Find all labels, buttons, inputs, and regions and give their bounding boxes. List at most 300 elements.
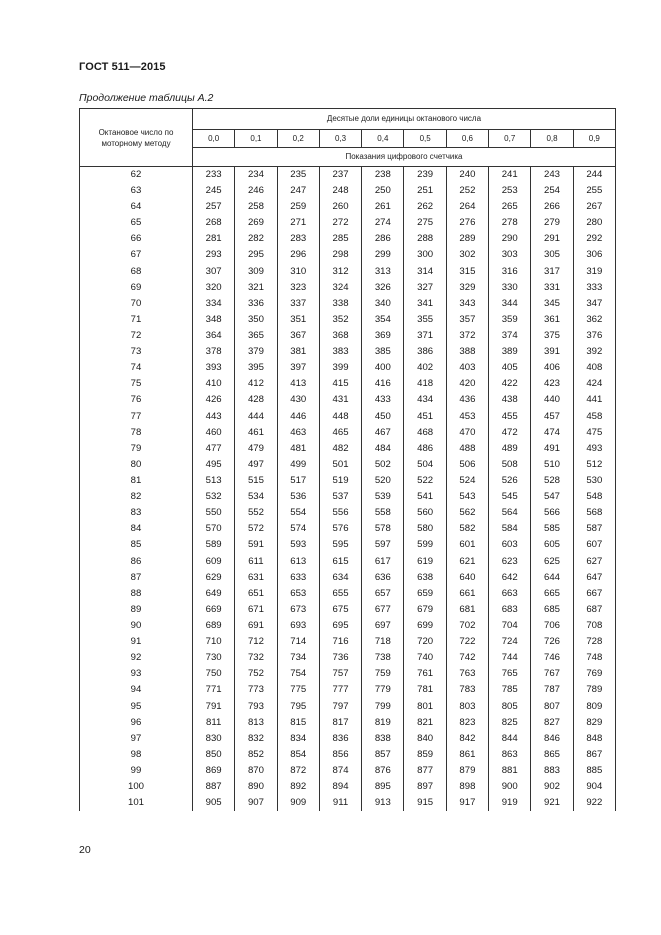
group-header-cell: Десятые доли единицы октанового числа <box>193 109 616 130</box>
counter-value-cell: 834 <box>277 731 319 747</box>
counter-value-cell: 582 <box>446 521 488 537</box>
counter-value-cell: 829 <box>573 715 615 731</box>
counter-value-cell: 771 <box>193 682 235 698</box>
counter-value-cell: 239 <box>404 167 446 184</box>
counter-value-cell: 671 <box>235 602 277 618</box>
counter-value-cell: 695 <box>319 618 361 634</box>
counter-value-cell: 566 <box>531 505 573 521</box>
counter-value-cell: 467 <box>362 425 404 441</box>
counter-value-cell: 730 <box>193 650 235 666</box>
counter-value-cell: 365 <box>235 328 277 344</box>
counter-value-cell: 570 <box>193 521 235 537</box>
counter-value-cell: 842 <box>446 731 488 747</box>
counter-value-cell: 383 <box>319 344 361 360</box>
counter-value-cell: 627 <box>573 554 615 570</box>
counter-value-cell: 919 <box>489 795 531 811</box>
counter-value-cell: 495 <box>193 457 235 473</box>
counter-value-cell: 599 <box>404 537 446 553</box>
counter-value-cell: 591 <box>235 537 277 553</box>
counter-value-cell: 789 <box>573 682 615 698</box>
counter-value-cell: 504 <box>404 457 446 473</box>
counter-value-cell: 885 <box>573 763 615 779</box>
counter-value-cell: 386 <box>404 344 446 360</box>
counter-value-cell: 605 <box>531 537 573 553</box>
counter-value-cell: 913 <box>362 795 404 811</box>
counter-value-cell: 921 <box>531 795 573 811</box>
counter-value-cell: 248 <box>319 183 361 199</box>
table-row <box>80 489 616 505</box>
counter-value-cell: 438 <box>489 392 531 408</box>
octane-number-cell: 93 <box>80 666 193 682</box>
counter-value-cell: 907 <box>235 795 277 811</box>
counter-value-cell: 677 <box>362 602 404 618</box>
counter-value-cell: 543 <box>446 489 488 505</box>
counter-value-cell: 617 <box>362 554 404 570</box>
counter-value-cell: 752 <box>235 666 277 682</box>
counter-value-cell: 827 <box>531 715 573 731</box>
counter-value-cell: 265 <box>489 199 531 215</box>
counter-value-cell: 685 <box>531 602 573 618</box>
counter-value-cell: 282 <box>235 231 277 247</box>
counter-value-cell: 453 <box>446 409 488 425</box>
counter-value-cell: 897 <box>404 779 446 795</box>
counter-value-cell: 904 <box>573 779 615 795</box>
counter-value-cell: 811 <box>193 715 235 731</box>
counter-value-cell: 258 <box>235 199 277 215</box>
table-row <box>80 682 616 698</box>
counter-value-cell: 679 <box>404 602 446 618</box>
counter-value-cell: 254 <box>531 183 573 199</box>
counter-value-cell: 288 <box>404 231 446 247</box>
counter-value-cell: 876 <box>362 763 404 779</box>
counter-value-cell: 644 <box>531 570 573 586</box>
counter-value-cell: 898 <box>446 779 488 795</box>
counter-value-cell: 233 <box>193 167 235 184</box>
octane-number-cell: 77 <box>80 409 193 425</box>
octane-number-cell: 97 <box>80 731 193 747</box>
counter-value-cell: 909 <box>277 795 319 811</box>
counter-value-cell: 532 <box>193 489 235 505</box>
table-caption: Продолжение таблицы А.2 <box>79 92 214 104</box>
counter-value-cell: 312 <box>319 264 361 280</box>
counter-value-cell: 316 <box>489 264 531 280</box>
counter-value-cell: 416 <box>362 376 404 392</box>
counter-value-cell: 552 <box>235 505 277 521</box>
counter-value-cell: 539 <box>362 489 404 505</box>
counter-value-cell: 253 <box>489 183 531 199</box>
counter-value-cell: 379 <box>235 344 277 360</box>
counter-value-cell: 861 <box>446 747 488 763</box>
counter-value-cell: 881 <box>489 763 531 779</box>
counter-value-cell: 905 <box>193 795 235 811</box>
table-body <box>80 167 616 812</box>
counter-value-cell: 326 <box>362 280 404 296</box>
counter-value-cell: 327 <box>404 280 446 296</box>
table-row <box>80 376 616 392</box>
counter-value-cell: 392 <box>573 344 615 360</box>
counter-value-cell: 337 <box>277 296 319 312</box>
counter-value-cell: 331 <box>531 280 573 296</box>
table-row <box>80 231 616 247</box>
counter-value-cell: 347 <box>573 296 615 312</box>
counter-value-cell: 497 <box>235 457 277 473</box>
octane-number-cell: 79 <box>80 441 193 457</box>
counter-value-cell: 902 <box>531 779 573 795</box>
counter-value-cell: 296 <box>277 247 319 263</box>
table-row <box>80 296 616 312</box>
counter-value-cell: 470 <box>446 425 488 441</box>
counter-value-cell: 797 <box>319 699 361 715</box>
counter-value-cell: 340 <box>362 296 404 312</box>
counter-value-cell: 430 <box>277 392 319 408</box>
octane-number-cell: 62 <box>80 167 193 184</box>
counter-value-cell: 293 <box>193 247 235 263</box>
table-row <box>80 747 616 763</box>
counter-value-cell: 472 <box>489 425 531 441</box>
counter-value-cell: 697 <box>362 618 404 634</box>
counter-value-cell: 647 <box>573 570 615 586</box>
counter-value-cell: 261 <box>362 199 404 215</box>
counter-value-cell: 381 <box>277 344 319 360</box>
sub-header-cell: Показания цифрового счетчика <box>193 148 616 167</box>
counter-value-cell: 634 <box>319 570 361 586</box>
counter-value-cell: 597 <box>362 537 404 553</box>
counter-value-cell: 787 <box>531 682 573 698</box>
counter-value-cell: 548 <box>573 489 615 505</box>
counter-value-cell: 234 <box>235 167 277 184</box>
counter-value-cell: 367 <box>277 328 319 344</box>
counter-value-cell: 825 <box>489 715 531 731</box>
counter-value-cell: 554 <box>277 505 319 521</box>
counter-value-cell: 534 <box>235 489 277 505</box>
counter-value-cell: 310 <box>277 264 319 280</box>
counter-value-cell: 488 <box>446 441 488 457</box>
counter-value-cell: 560 <box>404 505 446 521</box>
counter-value-cell: 773 <box>235 682 277 698</box>
counter-value-cell: 484 <box>362 441 404 457</box>
counter-value-cell: 537 <box>319 489 361 505</box>
octane-number-cell: 71 <box>80 312 193 328</box>
counter-value-cell: 491 <box>531 441 573 457</box>
counter-value-cell: 653 <box>277 586 319 602</box>
counter-value-cell: 506 <box>446 457 488 473</box>
counter-value-cell: 321 <box>235 280 277 296</box>
counter-value-cell: 702 <box>446 618 488 634</box>
counter-value-cell: 489 <box>489 441 531 457</box>
counter-value-cell: 519 <box>319 473 361 489</box>
counter-value-cell: 609 <box>193 554 235 570</box>
counter-value-cell: 631 <box>235 570 277 586</box>
counter-value-cell: 397 <box>277 360 319 376</box>
table-row <box>80 779 616 795</box>
table-row <box>80 425 616 441</box>
counter-value-cell: 477 <box>193 441 235 457</box>
counter-value-cell: 895 <box>362 779 404 795</box>
counter-value-cell: 846 <box>531 731 573 747</box>
counter-value-cell: 410 <box>193 376 235 392</box>
counter-value-cell: 461 <box>235 425 277 441</box>
counter-value-cell: 244 <box>573 167 615 184</box>
octane-number-cell: 83 <box>80 505 193 521</box>
counter-value-cell: 726 <box>531 634 573 650</box>
counter-value-cell: 633 <box>277 570 319 586</box>
counter-value-cell: 718 <box>362 634 404 650</box>
counter-value-cell: 728 <box>573 634 615 650</box>
counter-value-cell: 661 <box>446 586 488 602</box>
counter-value-cell: 673 <box>277 602 319 618</box>
counter-value-cell: 278 <box>489 215 531 231</box>
octane-number-cell: 76 <box>80 392 193 408</box>
counter-value-cell: 874 <box>319 763 361 779</box>
counter-value-cell: 443 <box>193 409 235 425</box>
counter-value-cell: 267 <box>573 199 615 215</box>
octane-number-cell: 63 <box>80 183 193 199</box>
octane-number-cell: 95 <box>80 699 193 715</box>
counter-value-cell: 412 <box>235 376 277 392</box>
octane-number-cell: 65 <box>80 215 193 231</box>
octane-number-cell: 70 <box>80 296 193 312</box>
counter-value-cell: 574 <box>277 521 319 537</box>
counter-value-cell: 867 <box>573 747 615 763</box>
octane-number-cell: 99 <box>80 763 193 779</box>
counter-value-cell: 915 <box>404 795 446 811</box>
counter-value-cell: 763 <box>446 666 488 682</box>
counter-value-cell: 355 <box>404 312 446 328</box>
counter-value-cell: 247 <box>277 183 319 199</box>
counter-value-cell: 580 <box>404 521 446 537</box>
counter-value-cell: 448 <box>319 409 361 425</box>
counter-value-cell: 607 <box>573 537 615 553</box>
table-row <box>80 602 616 618</box>
counter-value-cell: 716 <box>319 634 361 650</box>
counter-value-cell: 251 <box>404 183 446 199</box>
counter-value-cell: 441 <box>573 392 615 408</box>
counter-value-cell: 271 <box>277 215 319 231</box>
counter-value-cell: 823 <box>446 715 488 731</box>
column-header: 0,4 <box>362 130 404 148</box>
counter-value-cell: 732 <box>235 650 277 666</box>
counter-value-cell: 341 <box>404 296 446 312</box>
counter-value-cell: 408 <box>573 360 615 376</box>
column-header: 0,8 <box>531 130 573 148</box>
counter-value-cell: 791 <box>193 699 235 715</box>
counter-value-cell: 351 <box>277 312 319 328</box>
counter-value-cell: 550 <box>193 505 235 521</box>
counter-value-cell: 852 <box>235 747 277 763</box>
counter-value-cell: 424 <box>573 376 615 392</box>
counter-value-cell: 415 <box>319 376 361 392</box>
row-header-cell: Октановое число по моторному методу <box>80 109 193 167</box>
counter-value-cell: 362 <box>573 312 615 328</box>
counter-value-cell: 848 <box>573 731 615 747</box>
column-header: 0,2 <box>277 130 319 148</box>
counter-value-cell: 502 <box>362 457 404 473</box>
octane-number-cell: 87 <box>80 570 193 586</box>
counter-value-cell: 262 <box>404 199 446 215</box>
counter-value-cell: 767 <box>531 666 573 682</box>
counter-value-cell: 754 <box>277 666 319 682</box>
counter-value-cell: 313 <box>362 264 404 280</box>
counter-value-cell: 252 <box>446 183 488 199</box>
table-row <box>80 328 616 344</box>
table-row <box>80 199 616 215</box>
counter-value-cell: 486 <box>404 441 446 457</box>
counter-value-cell: 241 <box>489 167 531 184</box>
counter-value-cell: 479 <box>235 441 277 457</box>
counter-value-cell: 513 <box>193 473 235 489</box>
counter-value-cell: 257 <box>193 199 235 215</box>
counter-value-cell: 813 <box>235 715 277 731</box>
counter-value-cell: 547 <box>531 489 573 505</box>
counter-value-cell: 576 <box>319 521 361 537</box>
counter-value-cell: 433 <box>362 392 404 408</box>
counter-value-cell: 302 <box>446 247 488 263</box>
table-row <box>80 699 616 715</box>
counter-value-cell: 280 <box>573 215 615 231</box>
counter-value-cell: 364 <box>193 328 235 344</box>
counter-value-cell: 863 <box>489 747 531 763</box>
table-row <box>80 505 616 521</box>
counter-value-cell: 785 <box>489 682 531 698</box>
counter-value-cell: 348 <box>193 312 235 328</box>
octane-number-cell: 98 <box>80 747 193 763</box>
counter-value-cell: 689 <box>193 618 235 634</box>
counter-value-cell: 911 <box>319 795 361 811</box>
counter-value-cell: 420 <box>446 376 488 392</box>
counter-value-cell: 746 <box>531 650 573 666</box>
counter-value-cell: 740 <box>404 650 446 666</box>
counter-value-cell: 451 <box>404 409 446 425</box>
table-row <box>80 473 616 489</box>
counter-value-cell: 613 <box>277 554 319 570</box>
counter-value-cell: 585 <box>531 521 573 537</box>
counter-value-cell: 783 <box>446 682 488 698</box>
table-row <box>80 634 616 650</box>
table-row <box>80 215 616 231</box>
counter-value-cell: 836 <box>319 731 361 747</box>
counter-value-cell: 584 <box>489 521 531 537</box>
counter-value-cell: 458 <box>573 409 615 425</box>
counter-value-cell: 636 <box>362 570 404 586</box>
octane-number-cell: 92 <box>80 650 193 666</box>
octane-table <box>79 108 616 811</box>
counter-value-cell: 426 <box>193 392 235 408</box>
counter-value-cell: 681 <box>446 602 488 618</box>
counter-value-cell: 595 <box>319 537 361 553</box>
counter-value-cell: 354 <box>362 312 404 328</box>
counter-value-cell: 399 <box>319 360 361 376</box>
counter-value-cell: 736 <box>319 650 361 666</box>
counter-value-cell: 738 <box>362 650 404 666</box>
counter-value-cell: 777 <box>319 682 361 698</box>
counter-value-cell: 629 <box>193 570 235 586</box>
counter-value-cell: 669 <box>193 602 235 618</box>
counter-value-cell: 238 <box>362 167 404 184</box>
counter-value-cell: 298 <box>319 247 361 263</box>
counter-value-cell: 757 <box>319 666 361 682</box>
table-row <box>80 731 616 747</box>
counter-value-cell: 572 <box>235 521 277 537</box>
counter-value-cell: 857 <box>362 747 404 763</box>
table-row <box>80 537 616 553</box>
counter-value-cell: 879 <box>446 763 488 779</box>
counter-value-cell: 720 <box>404 634 446 650</box>
counter-value-cell: 475 <box>573 425 615 441</box>
column-header: 0,7 <box>489 130 531 148</box>
counter-value-cell: 587 <box>573 521 615 537</box>
counter-value-cell: 706 <box>531 618 573 634</box>
counter-value-cell: 564 <box>489 505 531 521</box>
counter-value-cell: 710 <box>193 634 235 650</box>
counter-value-cell: 593 <box>277 537 319 553</box>
octane-number-cell: 96 <box>80 715 193 731</box>
counter-value-cell: 649 <box>193 586 235 602</box>
counter-value-cell: 275 <box>404 215 446 231</box>
counter-value-cell: 290 <box>489 231 531 247</box>
counter-value-cell: 522 <box>404 473 446 489</box>
table-row <box>80 312 616 328</box>
table-row <box>80 795 616 811</box>
counter-value-cell: 393 <box>193 360 235 376</box>
counter-value-cell: 892 <box>277 779 319 795</box>
page-number: 20 <box>79 844 91 856</box>
counter-value-cell: 266 <box>531 199 573 215</box>
table-row <box>80 763 616 779</box>
counter-value-cell: 391 <box>531 344 573 360</box>
counter-value-cell: 329 <box>446 280 488 296</box>
counter-value-cell: 457 <box>531 409 573 425</box>
counter-value-cell: 742 <box>446 650 488 666</box>
octane-number-cell: 67 <box>80 247 193 263</box>
table-row <box>80 392 616 408</box>
counter-value-cell: 315 <box>446 264 488 280</box>
counter-value-cell: 759 <box>362 666 404 682</box>
counter-value-cell: 854 <box>277 747 319 763</box>
counter-value-cell: 734 <box>277 650 319 666</box>
column-header: 0,3 <box>319 130 361 148</box>
counter-value-cell: 856 <box>319 747 361 763</box>
counter-value-cell: 640 <box>446 570 488 586</box>
counter-value-cell: 520 <box>362 473 404 489</box>
counter-value-cell: 235 <box>277 167 319 184</box>
counter-value-cell: 352 <box>319 312 361 328</box>
counter-value-cell: 300 <box>404 247 446 263</box>
counter-value-cell: 603 <box>489 537 531 553</box>
counter-value-cell: 350 <box>235 312 277 328</box>
counter-value-cell: 255 <box>573 183 615 199</box>
table-row <box>80 409 616 425</box>
table-row <box>80 360 616 376</box>
counter-value-cell: 450 <box>362 409 404 425</box>
counter-value-cell: 621 <box>446 554 488 570</box>
table-head <box>80 109 616 167</box>
counter-value-cell: 440 <box>531 392 573 408</box>
counter-value-cell: 259 <box>277 199 319 215</box>
table-row <box>80 715 616 731</box>
counter-value-cell: 272 <box>319 215 361 231</box>
counter-value-cell: 246 <box>235 183 277 199</box>
counter-value-cell: 378 <box>193 344 235 360</box>
octane-number-cell: 82 <box>80 489 193 505</box>
counter-value-cell: 463 <box>277 425 319 441</box>
counter-value-cell: 357 <box>446 312 488 328</box>
counter-value-cell: 269 <box>235 215 277 231</box>
counter-value-cell: 446 <box>277 409 319 425</box>
counter-value-cell: 870 <box>235 763 277 779</box>
counter-value-cell: 795 <box>277 699 319 715</box>
counter-value-cell: 338 <box>319 296 361 312</box>
counter-value-cell: 388 <box>446 344 488 360</box>
